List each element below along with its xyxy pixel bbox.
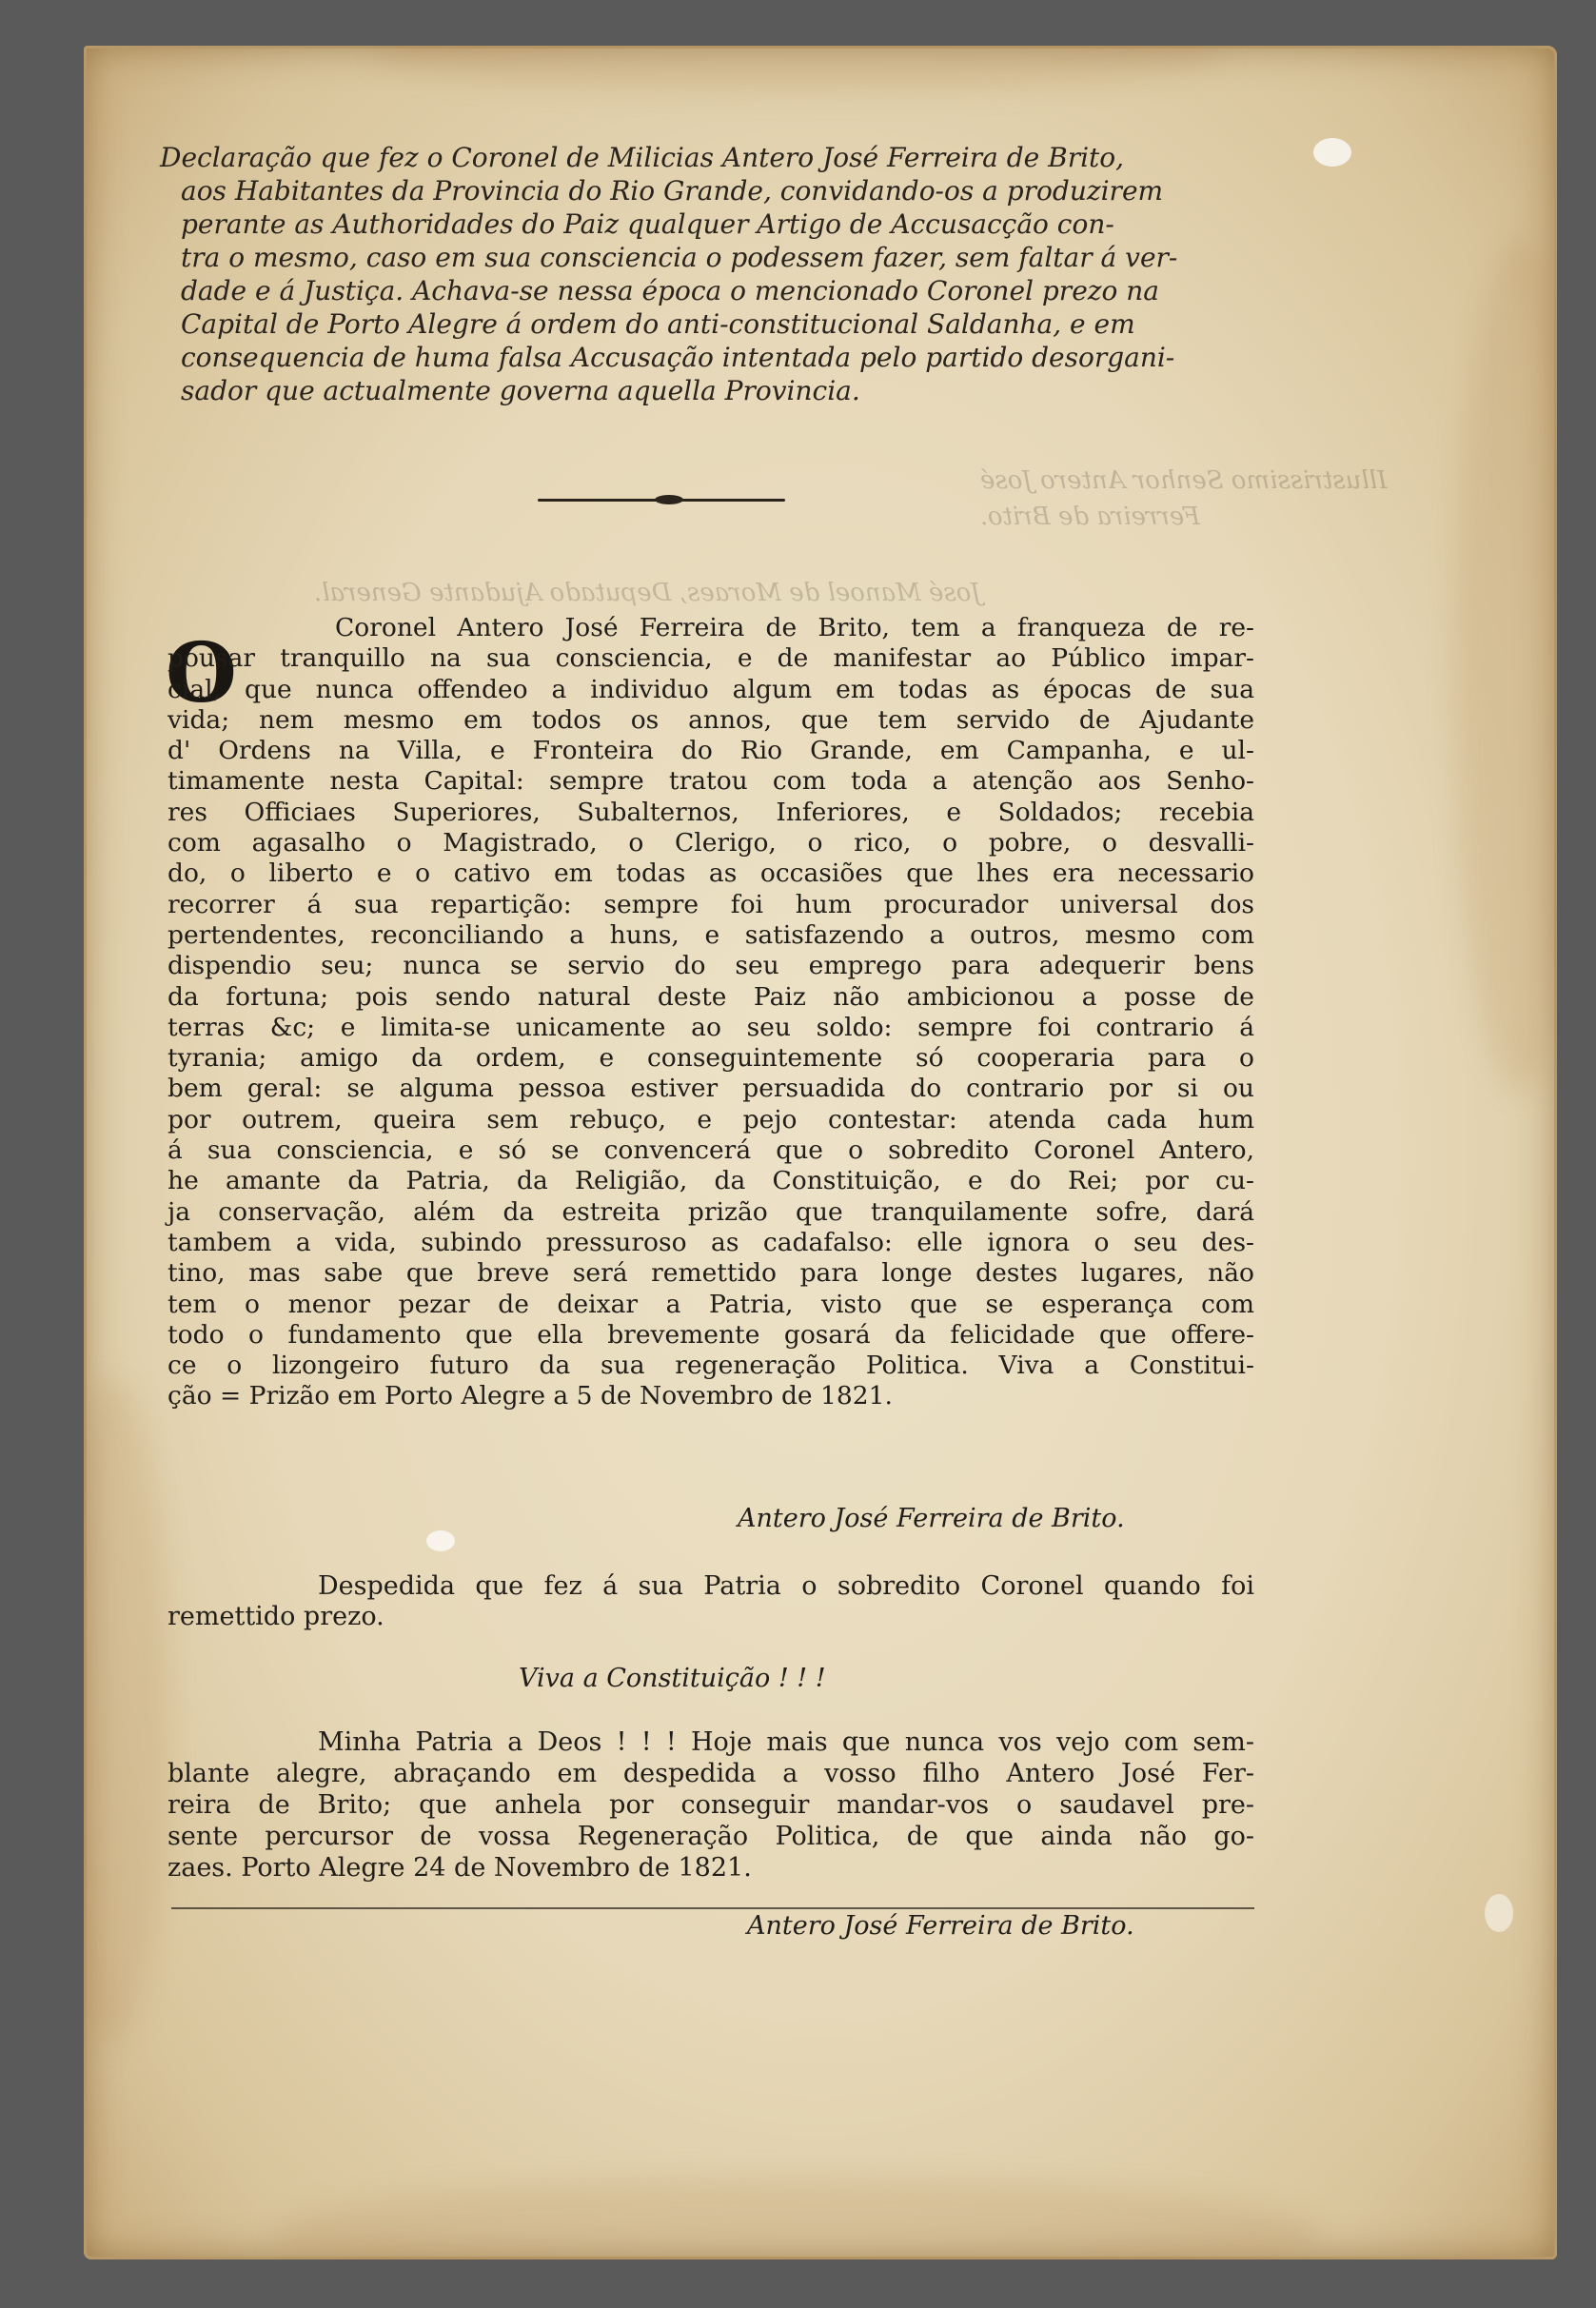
body-line: pousar tranquillo na sua consciencia, e de manifestar ao Público impar- [167, 643, 1254, 674]
body-line: d' Ordens na Villa, e Fronteira do Rio Grande, em Campanha, e ul- [167, 736, 1254, 766]
body-line: pertendentes, reconciliando a huns, e satisfazendo a outros, mesmo com [167, 919, 1254, 950]
show-through-line-1: Illustrissimo Senhor Antero José [980, 466, 1388, 495]
farewell-line: blante alegre, abraçando em despedida a vosso filho Antero José Fer- [167, 1759, 1254, 1788]
farewell-line: Minha Patria a Deos ! ! ! Hoje mais que nunca vos vejo com sem- [318, 1727, 1254, 1757]
body-line: do, o liberto e o cativo em todas as occasiões que lhes era necessario [167, 858, 1254, 889]
body-line: ja conservação, além da estreita prizão que tranquilamente sofre, dará [167, 1196, 1254, 1227]
viva-heading: Viva a Constituição ! ! ! [519, 1664, 826, 1693]
body-line: da fortuna; pois sendo natural deste Paiz não ambicionou a posse de [167, 981, 1254, 1012]
body-line: timamente nesta Capital: sempre tratou com toda a atenção aos Senho- [167, 766, 1254, 797]
body-line: recorrer á sua repartição: sempre foi hum procurador universal dos [167, 889, 1254, 919]
body-line: cial, que nunca offendeo a individuo algum em todas as épocas de sua [167, 674, 1254, 704]
heading-line: dade e á Justiça. Achava-se nessa época o mencionado Coronel prezo na [181, 275, 1160, 306]
heading-line: Declaração que fez o Coronel de Milicias Antero José Ferreira de Brito, [160, 142, 1125, 173]
body-line: vida; nem mesmo em todos os annos, que tem servido de Ajudante [167, 704, 1254, 735]
farewell-line: sente percursor de vossa Regeneração Politica, de que ainda não go- [167, 1822, 1254, 1851]
heading-line: perante as Authoridades do Paiz qualquer Artigo de Accusacção con- [181, 208, 1114, 240]
body-line: tino, mas sabe que breve será remettido para longe destes lugares, não [167, 1258, 1254, 1289]
signature-2: Antero José Ferreira de Brito. [747, 1911, 1134, 1941]
body-line: dispendio seu; nunca se servio do seu emprego para adequerir bens [167, 951, 1254, 981]
water-stain [274, 2178, 1321, 2259]
water-stain [1454, 236, 1557, 1093]
body-line: bem geral: se alguma pessoa estiver persuadida do contrario por si ou [167, 1074, 1254, 1104]
body-line: ce o lizongeiro futuro da sua regeneração Politica. Viva a Constitui- [167, 1351, 1254, 1381]
drop-cap: O [166, 625, 237, 721]
heading-line: sador que actualmente governa aquella Provincia. [181, 375, 860, 406]
declaration-body [167, 613, 1254, 1412]
farewell-line: remettido prezo. [167, 1602, 384, 1632]
paper-damage [1313, 138, 1351, 167]
body-line: por outrem, queira sem rebuço, e pejo contestar: atenda cada hum [167, 1104, 1254, 1134]
body-line: á sua consciencia, e só se convencerá que o sobredito Coronel Antero, [167, 1135, 1254, 1166]
signature-1: Antero José Ferreira de Brito. [738, 1504, 1125, 1533]
ornamental-rule-center [655, 495, 683, 504]
bottom-rule [171, 1907, 1254, 1909]
body-line: com agasalho o Magistrado, o Clerigo, o rico, o pobre, o desvalli- [167, 828, 1254, 858]
farewell-line: Despedida que fez á sua Patria o sobredito Coronel quando foi [318, 1571, 1254, 1601]
heading-line: Capital de Porto Alegre á ordem do anti-constitucional Saldanha, e em [181, 308, 1135, 340]
heading-line: tra o mesmo, caso em sua consciencia o podessem fazer, sem faltar á ver- [181, 242, 1178, 273]
heading-line: consequencia de huma falsa Accusação intentada pelo partido desorgani- [181, 342, 1175, 373]
show-through-line-2: Ferreira de Brito. [980, 503, 1200, 531]
body-line: he amante da Patria, da Religião, da Constituição, e do Rei; por cu- [167, 1166, 1254, 1196]
body-line: res Officiaes Superiores, Subalternos, Inferiores, e Soldados; recebia [167, 797, 1254, 827]
water-stain [84, 1378, 169, 2044]
body-line: todo o fundamento que ella brevemente gosará da felicidade que offere- [167, 1319, 1254, 1350]
body-line: ção = Prizão em Porto Alegre a 5 de Novembro de 1821. [167, 1381, 893, 1411]
body-line: Coronel Antero José Ferreira de Brito, tem a franqueza de re- [335, 613, 1254, 642]
body-line: tem o menor pezar de deixar a Patria, visto que se esperança com [167, 1289, 1254, 1319]
farewell-line: zaes. Porto Alegre 24 de Novembro de 1821. [167, 1853, 752, 1883]
body-line: tambem a vida, subindo pressuroso as cadafalso: elle ignora o seu des- [167, 1227, 1254, 1257]
farewell-intro [167, 1570, 1254, 1632]
heading [160, 141, 1254, 407]
heading-line: aos Habitantes da Provincia do Rio Grande, convidando-os a produzirem [181, 175, 1164, 207]
paper-damage [426, 1530, 455, 1551]
show-through-line-3: José Manoel de Moraes, Deputado Ajudante General. [314, 579, 981, 607]
body-line: terras &c; e limita-se unicamente ao seu soldo: sempre foi contrario á [167, 1012, 1254, 1042]
farewell-line: reira de Brito; que anhela por conseguir mandar-vos o saudavel pre- [167, 1790, 1254, 1820]
paper-damage [1485, 1894, 1513, 1932]
body-line: tyrania; amigo da ordem, e conseguintemente só cooperaria para o [167, 1043, 1254, 1074]
farewell-body [167, 1726, 1254, 1884]
water-stain [369, 46, 1226, 93]
